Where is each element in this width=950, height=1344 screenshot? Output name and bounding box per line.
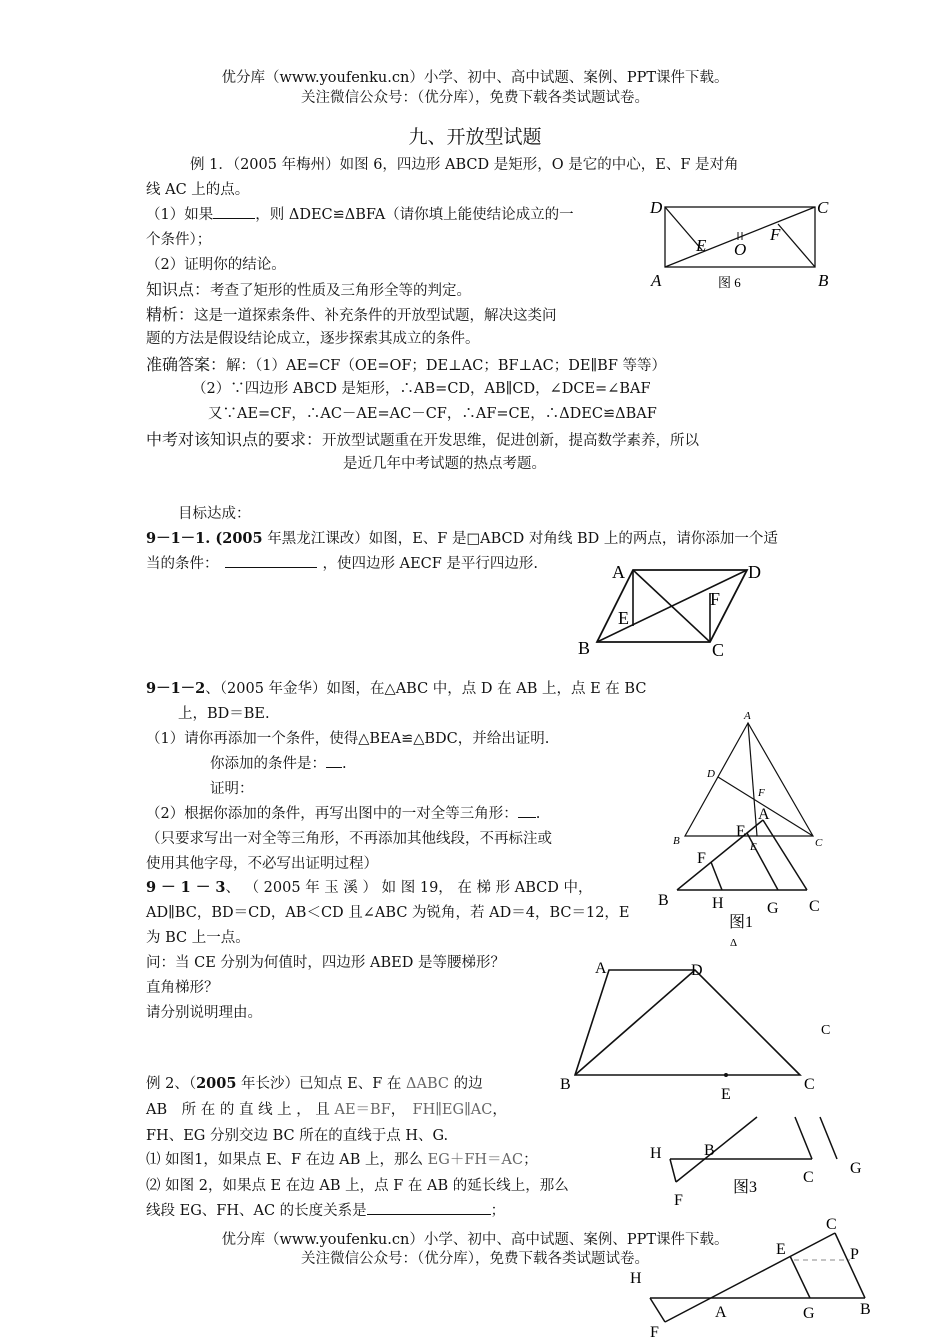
problem-911-line-1 (146, 527, 778, 548)
answer-line-3: 又∵AE=CF，∴AC－AE=AC－CF，∴AF=CE，∴ΔDEC≌ΔBAF (208, 406, 657, 422)
label-e: E (618, 608, 629, 628)
line-ba (677, 820, 763, 890)
problem-913-line-5: 直角梯形？ (146, 980, 219, 996)
problem-913-line-6: 请分别说明理由。 (146, 1005, 262, 1021)
problem-912-condition-blank[interactable] (326, 767, 342, 768)
answer-label: 准确答案： (146, 355, 227, 374)
segment-fh (670, 1159, 676, 1182)
exam-requirement-text: 开放型试题重在开发思维，促进创新，提高数学素养，所以 (322, 433, 700, 449)
problem-912-line-2: 上，BD＝BE. (178, 706, 270, 722)
ex2-line-1 (146, 1072, 483, 1093)
ex2-line-5: ⑵ 如图 2，如果点 E 在边 AB 上，点 F 在 AB 的延长线上，那么 (146, 1178, 569, 1194)
segment-ac (795, 1117, 812, 1159)
ex1-line-1: 例 1．（2005 年梅州）如图 6，四边形 ABCD 是矩形，O 是它的中心，E、F 是对角 (190, 157, 739, 173)
problem-912-text-6-end: . (535, 806, 541, 822)
problem-913-line-3: 为 BC 上一点。 (146, 930, 250, 946)
ex2-text-2a: AB 所 在 的 直 线 上 ， 且 (146, 1102, 335, 1118)
page-title: 九、开放型试题 (408, 126, 542, 148)
label-h: H (650, 1145, 662, 1162)
ex1-q1-part-b: ，则 ΔDEC≌ΔBFA（请你填上能使结论成立的一 (255, 207, 574, 223)
label-g: G (850, 1160, 862, 1177)
segment-fh (711, 862, 722, 890)
problem-912-text-6: （2）根据你添加的条件，再写出图中的一对全等三角形： (146, 806, 518, 822)
label-d: D (691, 962, 703, 979)
knowledge-point-label: 知识点： (146, 280, 211, 299)
label-f: F (650, 1324, 659, 1341)
label-a: A (744, 710, 751, 722)
ex2-text-6-end: ； (490, 1203, 506, 1219)
ex2-text-6: 线段 EG、FH、AC 的长度关系是 (146, 1203, 367, 1219)
exam-requirement-line-1 (146, 427, 699, 450)
label-b: B (818, 271, 829, 290)
label-h: H (630, 1270, 642, 1287)
ex1-q1-blank[interactable] (213, 218, 255, 219)
ex1-question-2: （2）证明你的结论。 (146, 257, 286, 273)
problem-913-line-4: 问：当 CE 分别为何值时，四边形 ABED 是等腰梯形？ (146, 955, 505, 971)
label-g: G (803, 1305, 815, 1322)
label-h: H (712, 895, 724, 912)
ex2-line-6 (146, 1199, 505, 1220)
label-b: B (578, 638, 591, 658)
ex2-text-1a: 、（ (174, 1076, 197, 1092)
problem-912-proof: 证明： (210, 781, 254, 797)
label-d: D (707, 768, 715, 780)
problem-912-line-7: （只要求写出一对全等三角形，不再添加其他线段，不再标注或 (146, 831, 552, 847)
problem-912-congruent-blank[interactable] (518, 817, 536, 818)
segment-eg (820, 1117, 837, 1159)
problem-911-line-2 (146, 552, 538, 573)
line-fa (676, 1117, 757, 1182)
ex2-answer-blank[interactable] (367, 1214, 491, 1215)
ex2-line-2 (146, 1098, 507, 1119)
figure-6-caption: 图 6 (718, 275, 741, 290)
problem-911-number: 9－1－1. (2005 (146, 530, 263, 547)
label-a: A (651, 271, 662, 290)
ex1-question-1 (146, 203, 574, 224)
analysis-text-1: 这是一道探索条件、补充条件的开放型试题，解决这类问 (194, 308, 557, 324)
answer-line-2: （2）∵四边形 ABCD 是矩形，∴AB=CD，AB∥CD，∠DCE=∠BAF (192, 381, 651, 397)
header-line-1: 优分库（www.youfenku.cn）小学、初中、高中试题、案例、PPT课件下载。 (221, 70, 729, 86)
figure-6-rectangle (640, 195, 840, 295)
footer-line-1: 优分库（www.youfenku.cn）小学、初中、高中试题、案例、PPT课件下载。 (221, 1232, 729, 1248)
label-a: A (758, 806, 770, 823)
label-a: A (715, 1304, 727, 1321)
problem-912-condition-label: 你添加的条件是： (210, 756, 326, 772)
figure-3 (640, 1110, 870, 1210)
label-b: B (658, 892, 669, 909)
analysis-label: 精析： (146, 305, 195, 324)
ex2-equation: EG＋FH＝AC (427, 1152, 524, 1168)
ex2-text-1e: 的边 (449, 1076, 483, 1092)
diagonal-ac (633, 570, 710, 642)
figure-1 (650, 800, 840, 950)
label-a: A (595, 960, 607, 977)
label-p: P (850, 1246, 859, 1263)
label-e: E (750, 841, 757, 853)
label-c: C (712, 640, 725, 660)
line-ac (763, 820, 807, 890)
footer-line-2: 关注微信公众号：（优分库），免费下载各类试题试卷。 (301, 1251, 649, 1267)
exam-requirement-label: 中考对该知识点的要求： (146, 430, 323, 449)
problem-911-text-2: 当的条件： (146, 556, 219, 572)
label-a: A (612, 562, 625, 582)
problem-913-line-1 (146, 876, 592, 897)
label-e: E (696, 236, 707, 255)
segment-bf (778, 224, 815, 267)
answer-line-1 (146, 352, 666, 375)
label-c: C (826, 1216, 837, 1233)
label-b: B (860, 1301, 871, 1318)
answer-text-1: 解：（1）AE=CF（OE=OF；DE⊥AC；BF⊥AC；DE∥BF 等等） (226, 358, 666, 374)
analysis-line-2: 题的方法是假设结论成立，逐步探索其成立的条件。 (146, 331, 480, 347)
ex2-parallel: FH∥EG∥AC (412, 1102, 493, 1118)
label-c: C (815, 837, 823, 849)
ex2-text-2e: ， (492, 1102, 507, 1118)
label-d: D (748, 562, 761, 582)
problem-911-text-3: ，使四边形 AECF 是平行四边形. (322, 556, 539, 572)
label-e: E (721, 1086, 731, 1103)
header-line-2: 关注微信公众号：（优分库），免费下载各类试题试卷。 (301, 90, 649, 106)
label-e: E (776, 1241, 786, 1258)
problem-912-line-1 (146, 677, 646, 698)
label-f: F (770, 225, 781, 244)
problem-911-text-1: 年黑龙江课改）如图，E、F 是□ABCD 对角线 BD 上的两点，请你添加一个适 (262, 531, 778, 547)
label-b: B (704, 1142, 715, 1159)
problem-912-text-1: 、（2005 年金华）如图，在△ABC 中，点 D 在 AB 上，点 E 在 BC (205, 681, 647, 697)
ex1-q1-part-a: （1）如果 (146, 207, 214, 223)
diagonal-bd (575, 970, 695, 1075)
label-b: B (560, 1076, 571, 1093)
figure-trapezoid (555, 955, 835, 1105)
label-c: C (804, 1076, 815, 1093)
label-f: F (710, 589, 721, 609)
label-g: G (767, 900, 779, 917)
problem-912-line-6 (146, 802, 540, 823)
figure-1-caption: 图1 (729, 914, 754, 931)
figure-3-caption: 图3 (733, 1179, 758, 1196)
problem-913-line-2: AD∥BC，BD＝CD，AB＜CD 且∠ABC 为锐角，若 AD＝4，BC＝12，E (146, 905, 630, 921)
figure-parallelogram (570, 558, 770, 663)
ex2-ae-bf: AE＝BF (334, 1102, 391, 1118)
label-c: C (803, 1169, 814, 1186)
knowledge-point-text: 考查了矩形的性质及三角形全等的判定。 (210, 283, 472, 299)
ex2-text-2c: ， (390, 1102, 413, 1118)
ex2-line-3: FH、EG 分别交边 BC 所在的直线于点 H、G. (146, 1128, 449, 1144)
problem-912-line-8: 使用其他字母，不必写出证明过程） (146, 856, 378, 872)
trapezoid-abcd (575, 970, 800, 1075)
ex2-text-1c: 年长沙）已知点 E、F 在 (236, 1076, 407, 1092)
ex2-number: 例 2 (146, 1076, 175, 1092)
label-e: E (736, 823, 746, 840)
label-f: F (697, 850, 706, 867)
segment-hf (650, 1298, 665, 1322)
problem-912-condition-end: . (342, 756, 347, 772)
problem-912-line-3: （1）请你再添加一个条件，使得△BEA≌△BDC，并给出证明. (146, 731, 550, 747)
label-b: B (673, 835, 680, 847)
label-f: F (758, 787, 765, 799)
label-c: C (809, 898, 820, 915)
stray-label: C (821, 1023, 831, 1038)
ex2-text-4c: ； (523, 1152, 538, 1168)
problem-911-blank[interactable] (225, 567, 317, 568)
label-o: O (734, 240, 747, 259)
problem-913-number: 9 － 1 － 3 (146, 879, 226, 896)
goal-heading: 目标达成： (178, 506, 251, 522)
ex2-triangle-symbol: ΔABC (406, 1076, 450, 1092)
label-f: F (674, 1192, 683, 1209)
label-d: D (650, 198, 663, 217)
label-c: C (817, 198, 829, 217)
ex2-year: 2005 (196, 1075, 237, 1092)
problem-913-text-1: 、 （ 2005 年 玉 溪 ） 如 图 19， 在 梯 形 ABCD 中， (225, 880, 593, 896)
ex1-question-1-cont: 个条件）； (146, 232, 212, 248)
segment-eg (747, 833, 778, 890)
ex2-line-4 (146, 1148, 538, 1169)
point-e (724, 1073, 728, 1077)
ex1-line-2: 线 AC 上的点。 (146, 182, 250, 198)
problem-912-number: 9－1－2 (146, 680, 206, 697)
knowledge-point (146, 277, 471, 300)
figure-stray-mark: Δ (730, 937, 738, 949)
ex2-text-4a: ⑴ 如图1，如果点 E、F 在边 AB 上，那么 (146, 1152, 428, 1168)
problem-912-line-4 (210, 752, 347, 773)
exam-requirement-line-2: 是近几年中考试题的热点考题。 (343, 456, 546, 472)
analysis-line-1 (146, 302, 557, 325)
